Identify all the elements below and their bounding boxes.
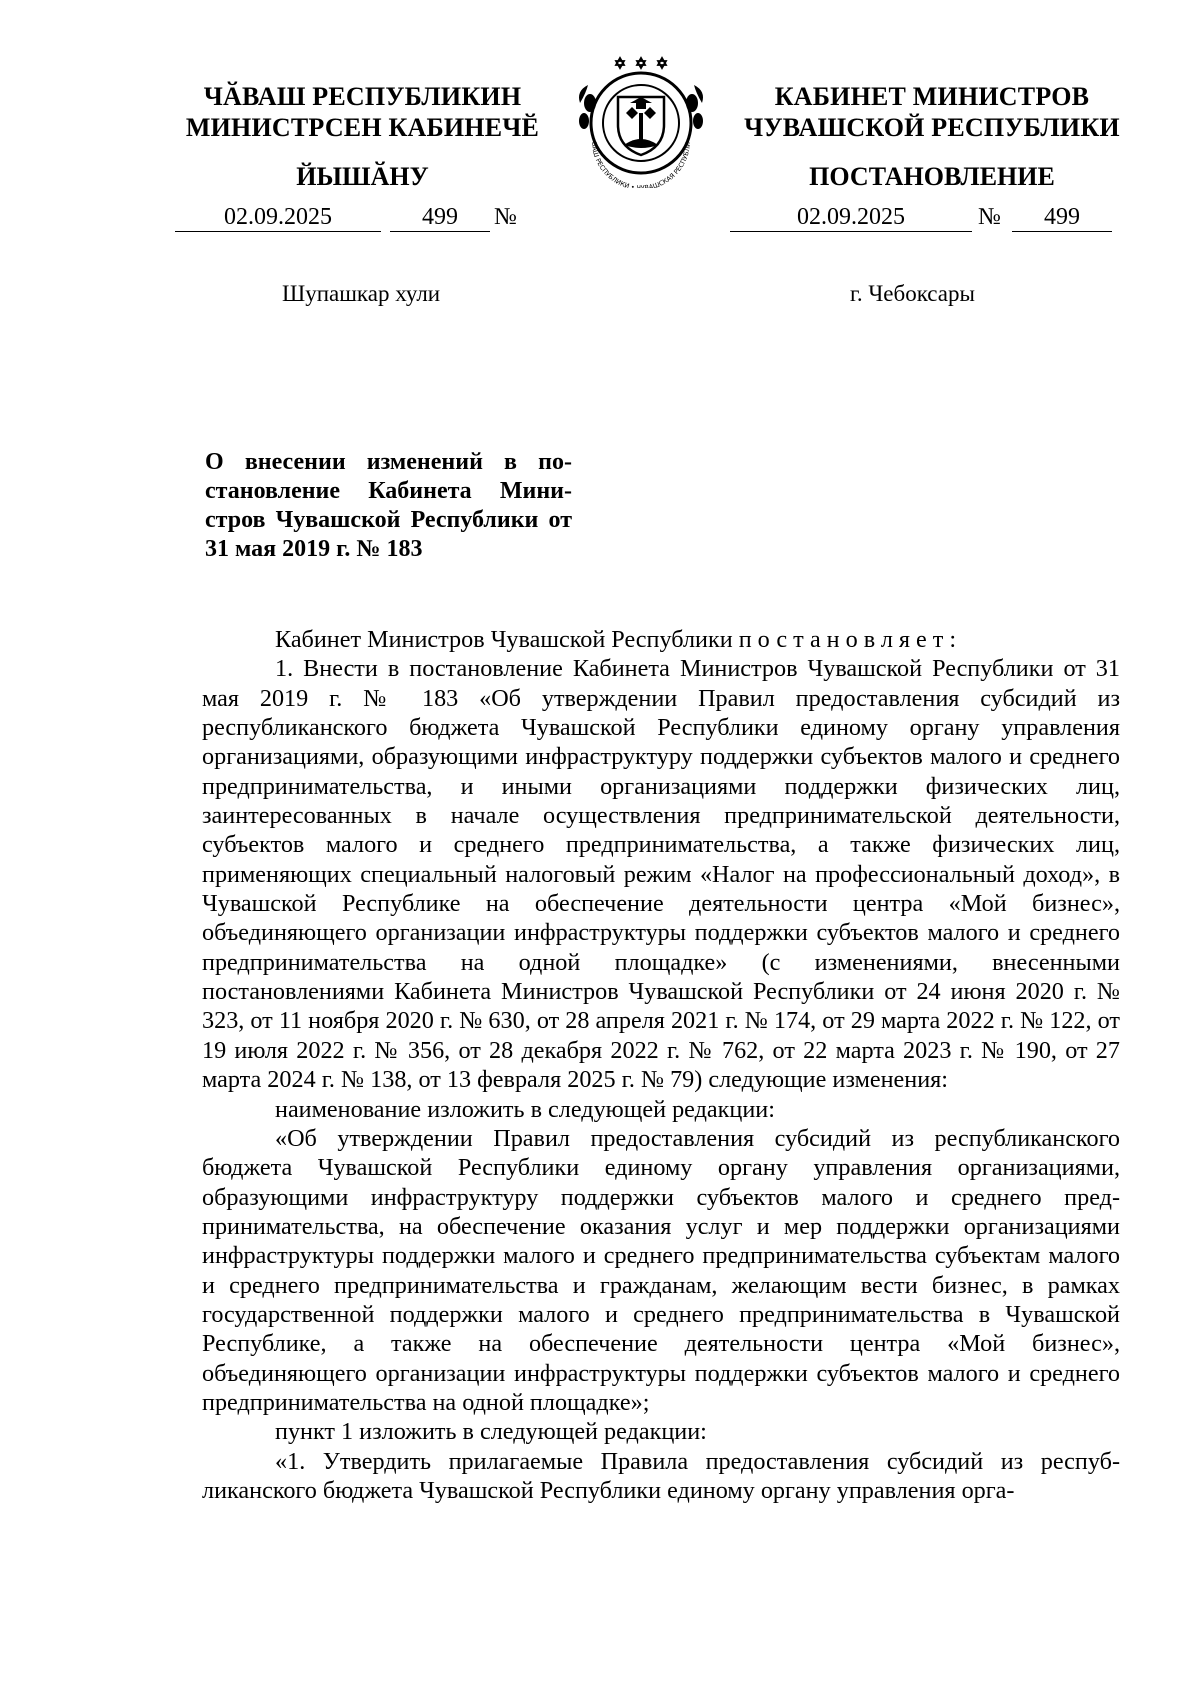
document-body <box>202 625 1120 1505</box>
doc-type-left: ЙЫШӐНУ <box>296 162 429 191</box>
document-subject: О внесении изменений в постановление Кабинета Министров Чувашской Республики от 31 мая 2019 г. № 183 <box>205 449 572 562</box>
header-right-line2: ЧУВАШСКОЙ РЕСПУБЛИКИ <box>744 113 1120 142</box>
number-right: 499 <box>1012 203 1112 232</box>
body-paragraph: «Об утверждении Правил предоставления субсидий из республиканского бюджета Чувашской Республики единому органу управления организациями, образующими инфраструктуру поддержки субъектов малого и среднего предпринимательства, на обеспечение оказания услуг и мер поддержки организациями инфраструктуры поддержки малого и среднего предпринимательства субъектам малого и среднего предпринимательства и гражданам, желающим вести бизнес, в рамках государственной поддержки малого и среднего предпринимательства в Чувашской Республике, а также на обеспечение деятельности центра «Мой бизнес», объединяющего организации инфраструктуры поддержки субъектов малого и среднего предпринимательства на одной площадке»; <box>202 1124 1120 1416</box>
intro-decree-word: постановляет: <box>738 626 963 653</box>
doc-type-right: ПОСТАНОВЛЕНИЕ <box>809 162 1055 191</box>
city-right: г. Чебоксары <box>850 281 975 306</box>
body-paragraph: 1. Внести в постановление Кабинета Министров Чувашской Республики от 31 мая 2019 г. № 183 «Об утверждении Правил предоставления субсидий из республиканского бюджета Чувашской Республики единому органу управления организациями, образующими инфраструктуру поддержки субъектов малого и среднего предпринимательства, и иными организациями поддержки физических лиц, заинтересованных в начале осуществления предпринимательской деятельности, субъектов малого и среднего предпринимательства, а также физических лиц, применяющих специальный налоговый режим «Налог на профессиональный доход», в Чувашской Республике на обеспечение деятельности центра «Мой бизнес», объединяющего организации инфраструктуры поддержки субъектов малого и среднего предпринимательства на одной площадке» (с изменениями, внесенными постановлениями Кабинета Министров Чувашской Республики от 24 июня 2020 г. № 323, от 11 ноября 2020 г. № 630, от 28 апреля 2021 г. № 174, от 29 марта 2022 г. № 122, от 19 июля 2022 г. № 356, от 28 декабря 2022 г. № 762, от 22 марта 2023 г. № 190, от 27 марта 2024 г. № 138, от 13 февраля 2025 г. № 79) следующие изменения: <box>202 655 1120 1094</box>
number-left: 499 <box>390 203 490 232</box>
emblem-ring-text: ВАШ РЕСПУБЛИКИ • ЧУВАШСКАЯ РЕСПУБЛИ <box>589 141 693 188</box>
coat-of-arms-icon <box>568 55 714 188</box>
body-paragraph: «1. Утвердить прилагаемые Правила предоставления субсидий из республиканского бюджета Чувашской Республики единому органу управления орга- <box>202 1447 1120 1504</box>
city-left: Шупашкар хули <box>282 281 441 306</box>
header-right-line1: КАБИНЕТ МИНИСТРОВ <box>774 82 1090 111</box>
number-sign-left: № <box>494 204 517 230</box>
header-right-title <box>732 81 1132 143</box>
intro-text: Кабинет Министров Чувашской Республики <box>275 626 739 653</box>
number-sign-right: № <box>978 204 1001 230</box>
date-left: 02.09.2025 <box>175 203 381 232</box>
header-left-title <box>175 81 550 143</box>
body-intro <box>202 625 1120 654</box>
body-paragraph: пункт 1 изложить в следующей редакции: <box>275 1418 707 1446</box>
header-left-line1: ЧӐВАШ РЕСПУБЛИКИН <box>203 82 522 111</box>
date-right: 02.09.2025 <box>730 203 972 232</box>
body-paragraph: наименование изложить в следующей редакции: <box>275 1095 775 1123</box>
header-left-line2: МИНИСТРСЕН КАБИНЕЧӖ <box>185 113 540 142</box>
